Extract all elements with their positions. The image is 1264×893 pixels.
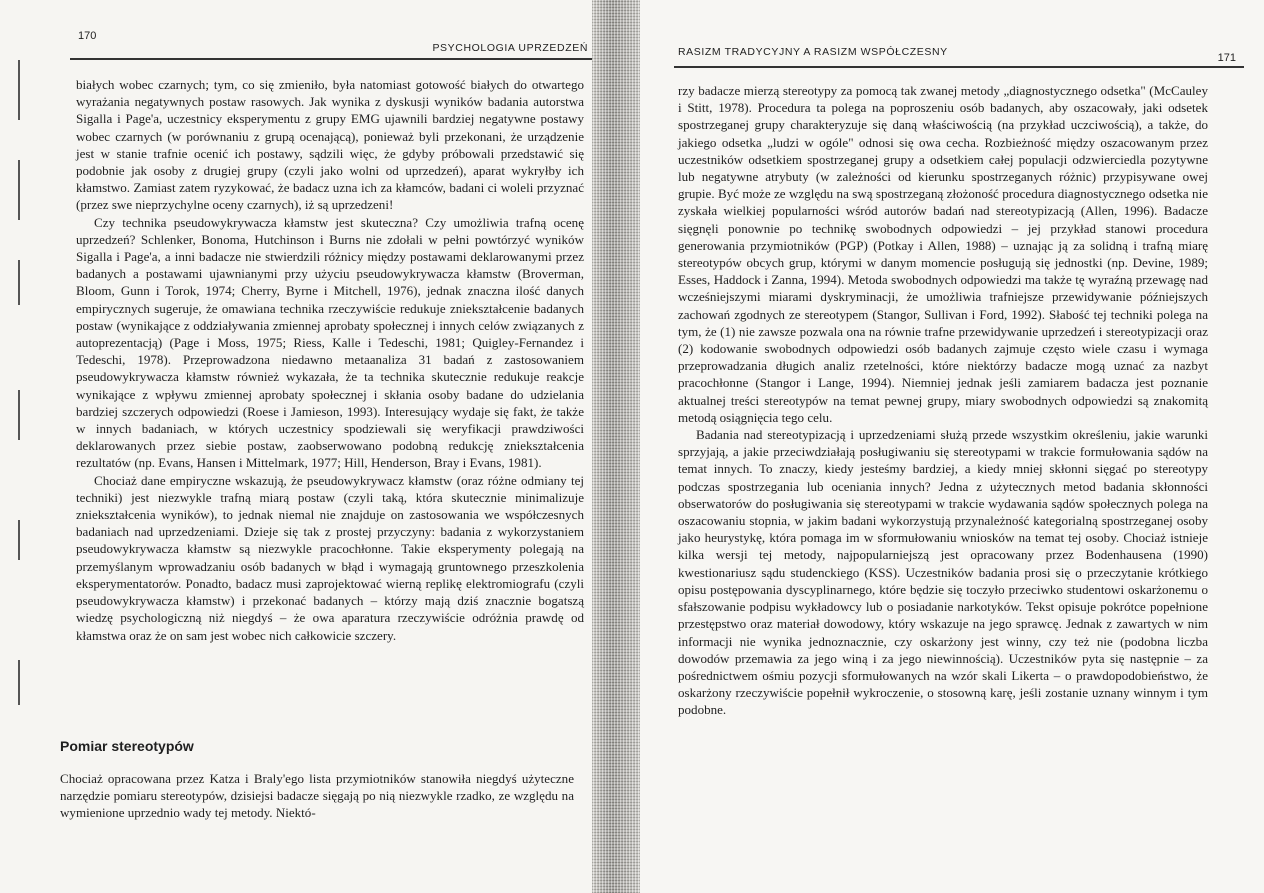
section-heading: Pomiar stereotypów <box>60 738 194 754</box>
margin-pencil-marks <box>18 60 22 710</box>
paragraph: rzy badacze mierzą stereotypy za pomocą tak zwanej metody „diagnostycznego odsetka" (McCauley i Stitt, 1978). Procedura ta polega na poproszeniu osób badanych, aby oszacowały, jaki odsetek spostrzeganej grupy charakteryzuje się daną właściwością (na przykład uczciwością), a także, do jakiego odsetka „ludzi w ogóle" odnosi się owa cecha. Rozbieżność między oszacowanym przez uczestników odsetkiem spostrzeganej grupy a odsetkiem całej populacji odzwierciedla pozytywne lub negatywne atrybuty (w zależności od kierunku spostrzeganych różnic) przypisywane owej grupie. Być może ze względu na swą spostrzeganą złożoność procedura diagnostycznego odsetka nie zyskała wielkiej popularności wśród autorów badań nad stereotypizacją (Allen, 1996). Badacze sięgnęli ponownie po technikę swobodnych odpowiedzi – jej przykład stanowi procedura generowania przymiotników (PGP) (Potkay i Allen, 1988) – uznając ją za solidną i trafną miarę stereotypów obcych grup, którymi w danym momencie posługują się jednostki (np. Devine, 1989; Esses, Haddock i Zanna, 1994). Metoda swobodnych odpowiedzi ma także tę wyraźną przewagę nad wcześniejszymi miarami dyskryminacji, że umożliwia trafniejsze przewidywanie późniejszych zachowań zgodnych ze stereotypem (Stangor, Sullivan i Ford, 1992). Słabość tej techniki polega na tym, że (1) nie zawsze pozwala ona na równie trafne przewidywanie uprzedzeń i stereotypizacji oraz (2) kodowanie swobodnych odpowiedzi osób badanych zajmuje często wiele czasu i wymaga przeprowadzania długich analiz rzetelności, które niektórzy badacze mogą uznać za nazbyt pracochłonne (Stangor i Lange, 1994). Niemniej jednak jeśli zamiarem badacza jest poznanie aktualnej treści stereotypów na temat pewnej grupy, miary swobodnych odpowiedzi są znakomitą metodą osiągnięcia tego celu. <box>678 83 1208 425</box>
header-rule-left <box>70 58 596 60</box>
paragraph: Chociaż dane empiryczne wskazują, że pseudowykrywacz kłamstw (oraz różne odmiany tej techniki) jest niezwykle trafną miarą postaw (czyli taką, która skutecznie minimalizuje zniekształcenia wyników), to jednak niemal nie znajduje on zastosowania we współczesnych badaniach nad uprzedzeniami. Dzieje się tak z prostej przyczyny: badania z wykorzystaniem pseudowykrywacza kłamstw są niezwykle pracochłonne. Takie eksperymenty polegają na przemyślanym wprowadzaniu osób badanych w błąd i wymagają gruntownego przeszkolenia eksperymentatorów. Ponadto, badacz musi zaprojektować wierną replikę elektromiografu (czyli pseudowykrywacza kłamstw) i przekonać badanych – którzy mają dziś znacznie bogatszą wiedzę psychologiczną niż niegdyś – że owa aparatura rzeczywiście odróżnia prawdę od kłamstwa oraz że on sam jest wobec nich całkowicie szczery. <box>76 472 584 643</box>
header-rule-right <box>674 66 1244 68</box>
paragraph: Chociaż opracowana przez Katza i Braly'ego lista przymiotników stanowiła niegdyś użyteczne narzędzie pomiaru stereotypów, dzisiejsi badacze sięgają po nią niezwykle rzadko, ze względu na wymienione uprzednio wady tej metody. Niektó- <box>60 771 574 821</box>
section-body-text <box>60 770 574 822</box>
paragraph: białych wobec czarnych; tym, co się zmieniło, była natomiast gotowość białych do otwartego wyrażania negatywnych postaw rasowych. Jak wynika z dyskusji wyników badania autorstwa Sigalla i Page'a, uczestnicy eksperymentu z grupy EMG ujawnili bardziej negatywne postawy wobec czarnych (w porównaniu z grupą ocenającą), ponieważ byli przekonani, że urządzenie jest w stanie trafnie ocenić ich postawy, sądzili więc, że gdyby próbowali przedstawić się podobnie jak osoby z drugiej grupy (czyli jako wolni od uprzedzeń), aparat wykryłby ich kłamstwo. Zamiast zatem ryzykować, że badacz uzna ich za kłamców, badani ci woleli przyznać (przez swe nieprzychylne oceny czarnych), iż są uprzedzeni! <box>76 77 584 213</box>
paragraph: Badania nad stereotypizacją i uprzedzeniami służą przede wszystkim określeniu, jakie warunki sprzyjają, a jakie przeciwdziałają posługiwaniu się stereotypami w trakcie formułowania sądów na temat innych. To znaczy, kiedy jesteśmy bardziej, a kiedy mniej skłonni sięgać po stereotypy podczas spostrzegania lub oceniania innych? Jedna z użytecznych metod badania skłonności obserwatorów do posługiwania się stereotypami w trakcie wydawania sądów społecznych polega na oszacowaniu stopnia, w jakim badani wykorzystują przynależność kategorialną spostrzeganej osoby jako heurystykę, która pomaga im w sformułowaniu wniosków na temat tej osoby. Chociaż istnieje kilka wersji tej metody, najpopularniejszą jest opracowany przez Bodenhausena (1990) kwestionariusz sądu studenckiego (KSS). Uczestników badania prosi się o przeczytanie krótkiego opisu postępowania dyscyplinarnego, które będzie się toczyło przeciwko studentowi oskarżonemu o sfałszowanie podpisu wykładowcy lub o posiadanie narkotyków. Tekst opisuje pokrótce popełnione przestępstwo oraz materiał dowodowy, który wskazuje na jego sprawcę. Jednak z zawartych w nim informacji nie wynika jednoznacznie, czy oskarżony jest winny, czy też nie (podobna liczba dowodów przemawia za jego winą i za jego niewinnością). Uczestników pyta się następnie – za pośrednictwem ośmiu pozycji sformułowanych na wzór skali Likerta – o prawdopodobieństwo, że oskarżony rzeczywiście popełnił wykroczenie, o stosowną karę, jeśli zostanie uznany winnym i tym podobne. <box>678 427 1208 718</box>
running-head-left: PSYCHOLOGIA UPRZEDZEŃ <box>432 42 588 54</box>
right-page <box>640 0 1264 893</box>
page-number-right: 171 <box>1217 52 1236 64</box>
left-page <box>0 0 600 893</box>
running-head-right: RASIZM TRADYCYJNY A RASIZM WSPÓŁCZESNY <box>678 46 948 58</box>
right-body-text <box>678 82 1208 719</box>
page-number-left: 170 <box>78 30 97 42</box>
paragraph: Czy technika pseudowykrywacza kłamstw jest skuteczna? Czy umożliwia trafną ocenę uprzedzeń? Schlenker, Bonoma, Hutchinson i Burns nie zdołali w pełni powtórzyć wyników Sigalla i Page'a, a inni badacze nie stwierdzili różnicy między postawami deklarowanymi przez badanych a postawami ujawnianymi przy użyciu pseudowykrywacza kłamstw (Broverman, Bloom, Gunn i Torok, 1974; Cherry, Byrne i Mitchell, 1976), jednak znaczna ilość danych empirycznych sugeruje, że omawiana technika rzeczywiście redukuje zniekształcenie badanych postaw (wynikające z oddziaływania zmiennej aprobaty społecznej i innych celów związanych z autoprezentacją) (Page i Moss, 1975; Riess, Kalle i Tedeschi, 1981; Quigley-Fernandez i Tedeschi, 1978). Przeprowadzona niedawno metaanaliza 31 badań z zastosowaniem pseudowykrywacza kłamstw również wykazała, że ta technika skutecznie redukuje reakcje wynikające z wpływu zmiennej aprobaty społecznej i skłania osoby badane do udzielania bardziej szczerych odpowiedzi (Roese i Jamieson, 1993). Interesujący wydaje się fakt, że także w innych badaniach, w których uczestnicy spodziewali się weryfikacji prawdziwości deklarowanych przez siebie postaw, zaobserwowano podobną redukcję zniekształcenia rezultatów (np. Evans, Hansen i Mittelmark, 1977; Hill, Henderson, Bray i Evans, 1981). <box>76 214 584 471</box>
left-body-text <box>76 76 584 644</box>
